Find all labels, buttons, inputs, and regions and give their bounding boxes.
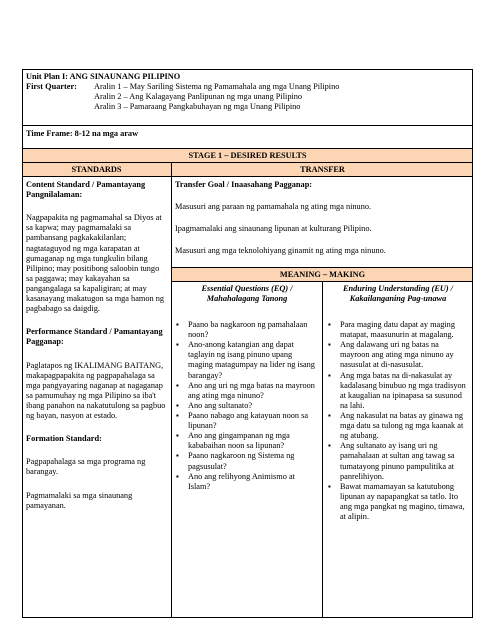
eu-item: ▪ Para maging datu dapat ay maging matapat, maasunurin at magalang.: [328, 320, 470, 340]
content-standard-title: Content Standard / Pamantayang Pangnilalaman:: [26, 180, 146, 200]
eq-heading: Essential Questions (EQ) / Mahahalagang Tanong: [201, 284, 293, 304]
eq-item: ▪ Ano-anong katangian ang dapat taglayin ng isang pinuno upang maging matagumpay na lider ng isang barangay?: [176, 340, 316, 380]
eq-item: ▪ Ano ang uri ng mga batas na mayroon ang ating mga ninuno?: [176, 381, 316, 401]
aralin-3: Aralin 3 – Pamaraang Pangkabuhayan ng mga Unang Pilipino: [94, 102, 301, 112]
divider: [171, 267, 473, 268]
transfer-heading: TRANSFER: [300, 165, 345, 174]
eq-item: ▪ Paano ba nagkaroon ng pamahalaan noon?: [176, 320, 316, 340]
unit-plan-title: Unit Plan I: ANG SINAUNANG PILIPINO: [26, 72, 181, 81]
column-divider: [322, 281, 323, 618]
time-frame: Time Frame: 8-12 na mga araw: [26, 129, 139, 138]
eu-heading: Enduring Understanding (EU) / Kakailanganing Pag-unawa: [343, 284, 453, 304]
meaning-making-title: MEANING – MAKING: [279, 270, 366, 279]
eu-item: ▪ Bawat mamamayan sa katutubong lipunan ay napapangkat sa tatlo. Ito ang mga pangkat ng magino, timawa, at alipin.: [328, 482, 470, 522]
eq-list: [176, 320, 316, 492]
eu-list: [328, 320, 470, 522]
formation-item: Pagpapahalaga sa mga programa ng barangay.: [26, 457, 146, 477]
divider: [22, 125, 473, 126]
eq-item: ▪ Paano nagkaroon ng Sistema ng pagsusulat?: [176, 451, 316, 471]
quarter-block: [26, 82, 466, 112]
transfer-column: [175, 180, 469, 256]
eu-item: ▪ Ang dalawang uri ng batas na mayroon ang ating mga ninuno ay nasusulat at di-nasusulat.: [328, 340, 470, 370]
eu-item: ▪ Ang mga batas na di-nakasulat ay kadalasang binubuo ng mga tradisyon at kaugalian na ipinapasa sa susunod na lahi.: [328, 371, 470, 411]
aralin-1: Aralin 1 – May Sariling Sistema ng Pamamahala ang mga Unang Pilipino: [94, 82, 340, 91]
eq-item: ▪ Ano ang sultanato?: [176, 401, 316, 411]
aralin-2: Aralin 2 – Ang Kalagayang Panlipunan ng mga unang Pilipino: [94, 92, 303, 102]
transfer-goal: Masusuri ang mga teknolohiyang ginamit ng ating mga ninuno.: [175, 246, 386, 256]
formation-standard-title: Formation Standard:: [26, 434, 102, 444]
transfer-goal: Ipagmamalaki ang sinaunang lipunan at kulturang Pilipino.: [175, 224, 372, 234]
column-divider: [171, 162, 172, 618]
divider: [22, 176, 473, 177]
eu-item: ▪ Ang sultanato ay isang uri ng pamahalaan at sultan ang tawag sa tumatayong pinuno pampulitika at panrelihiyon.: [328, 441, 470, 481]
performance-standard-text: Paglatapos ng IKALIMANG BAITANG, makapagpapakita ng pagpapahalaga sa mga pangyayaring naganap at nagaganap sa pamumuhay ng mga Pilipino sa iba't ibang panahon na nakatutulong sa pagbuo ng bayan, nasyon at estado.: [26, 360, 166, 421]
eq-item: ▪ Ano ang relihyong Animismo at Islam?: [176, 472, 316, 492]
divider: [22, 162, 473, 163]
formation-item: Pagmamalaki sa mga sinaunang pamayanan.: [26, 490, 133, 510]
transfer-goal: Masusuri ang paraan ng pamamahala ng ating mga ninuno.: [175, 202, 372, 212]
eq-item: ▪ Ano ang gingampanan ng mga kababaihan noon sa lipunan?: [176, 431, 316, 451]
standards-heading: STANDARDS: [71, 165, 122, 174]
performance-standard-title: Performance Standard / Pamantayang Pagganap:: [26, 327, 163, 347]
eu-item: ▪ Ang nakasulat na batas ay ginawa ng mga datu sa tulong ng mga kaanak at ng atubang.: [328, 411, 470, 441]
quarter-label: First Quarter:: [26, 82, 77, 91]
stage-title: STAGE 1 – DESIRED RESULTS: [188, 151, 307, 160]
standards-column: [26, 180, 166, 511]
content-standard-text: Nagpapakita ng pagmamahal sa Diyos at sa kapwa; may pagmamalaki sa pambansang pagkakakilanlan; nagtataguyod ng mga karapatan at gumaganap ng mga tungkulin bilang Pilipino; may positibong saloobin tungo sa paggawa; may kakayahan sa pangangalaga sa kapaligiran; at may kasanayang makatugon sa mga hamon ng pagbabago sa daigdig.: [26, 213, 165, 314]
eq-item: ▪ Paano nabago ang katayuan noon sa lipunan?: [176, 411, 316, 431]
transfer-goal-title: Transfer Goal / Inaasahang Pagganap:: [175, 180, 313, 189]
divider: [22, 148, 473, 149]
